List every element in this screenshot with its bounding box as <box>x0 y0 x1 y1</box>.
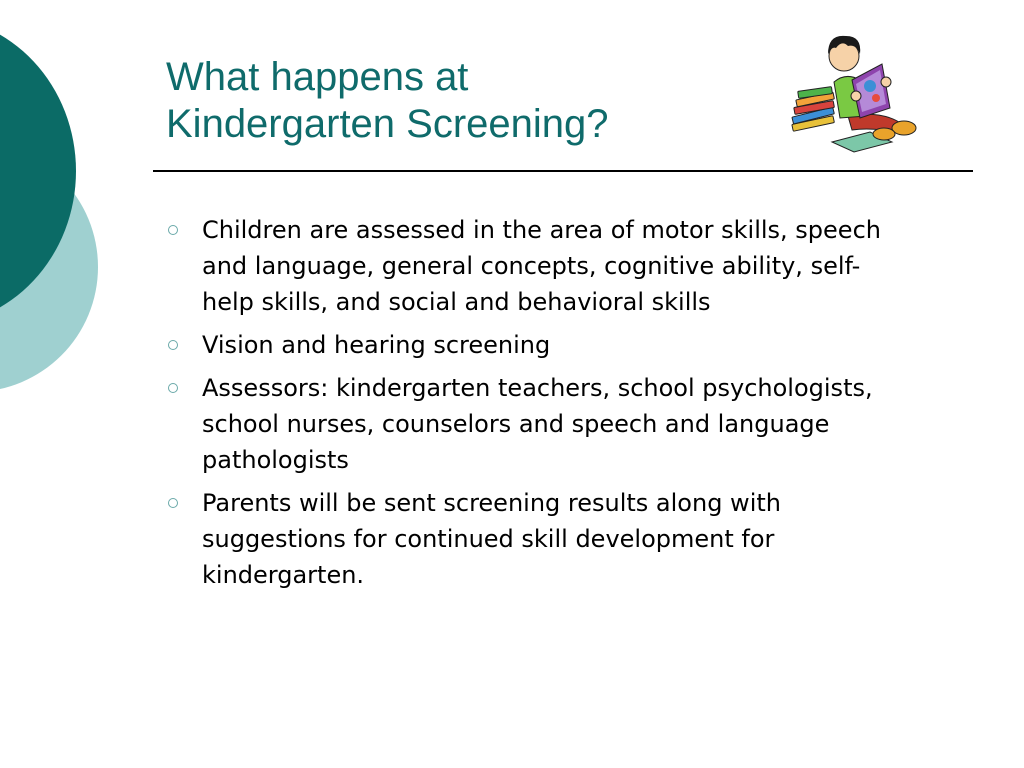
bullet-text: Vision and hearing screening <box>202 331 551 359</box>
bullet-item <box>164 485 904 593</box>
bullet-text: Assessors: kindergarten teachers, school psychologists, school nurses, counselors and speech and language pathologists <box>202 374 873 474</box>
circle-bullet-icon <box>168 225 178 235</box>
bullet-list <box>164 212 904 600</box>
bullet-item <box>164 327 904 363</box>
title-line-2: Kindergarten Screening? <box>166 102 609 146</box>
child-reading-icon <box>786 24 920 158</box>
circle-bullet-icon <box>168 383 178 393</box>
circle-bullet-icon <box>168 340 178 350</box>
title-line-1: What happens at <box>166 55 469 99</box>
title-divider <box>153 170 973 172</box>
bullet-item <box>164 212 904 320</box>
bullet-text: Parents will be sent screening results along with suggestions for continued skill development for kindergarten. <box>202 489 781 589</box>
child-reading-books-clipart <box>786 24 920 158</box>
circle-bullet-icon <box>168 498 178 508</box>
bullet-text: Children are assessed in the area of motor skills, speech and language, general concepts, cognitive ability, self-help skills, and social and behavioral skills <box>202 216 881 316</box>
bullet-item <box>164 370 904 478</box>
slide-title <box>166 54 766 148</box>
